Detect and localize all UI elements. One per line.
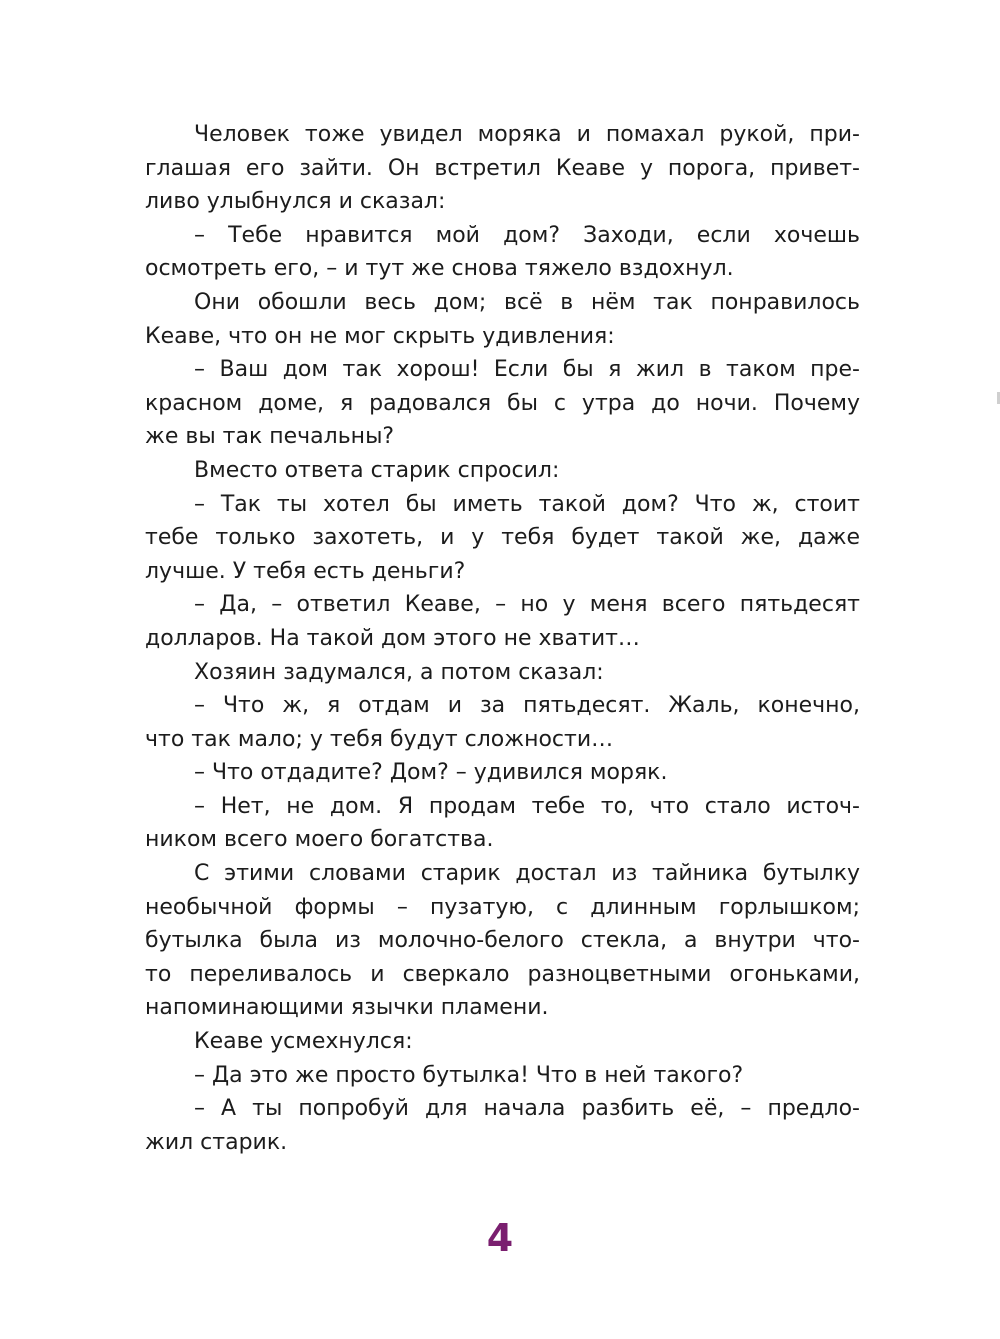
text-line: напоминающими язычки пламени.	[145, 995, 549, 1021]
text-line: – А ты попробуй для начала разбить её, – предло-	[194, 1096, 860, 1122]
text-line: Они обошли весь дом; всё в нём так понравилось	[194, 289, 860, 315]
page-number: 4	[486, 1216, 514, 1260]
text-line: что так мало; у тебя будут сложности…	[145, 726, 614, 752]
story-text	[145, 118, 860, 1159]
text-line: ником всего моего богатства.	[145, 827, 494, 853]
text-line: то переливалось и сверкало разноцветными огоньками,	[145, 961, 860, 987]
text-line: лучше. У тебя есть деньги?	[145, 558, 466, 584]
text-line: Кеаве усмехнулся:	[194, 1029, 413, 1055]
text-line: Вместо ответа старик спросил:	[194, 457, 560, 483]
text-line: – Нет, не дом. Я продам тебе то, что стало источ-	[194, 793, 860, 819]
text-line: долларов. На такой дом этого не хватит…	[145, 625, 640, 651]
text-line: – Что ж, я отдам и за пятьдесят. Жаль, конечно,	[194, 693, 860, 719]
text-line: бутылка была из молочно-белого стекла, а внутри что-	[145, 928, 860, 954]
text-line: глашая его зайти. Он встретил Кеаве у порога, привет-	[145, 155, 860, 181]
text-line: – Да, – ответил Кеаве, – но у меня всего пятьдесят	[194, 592, 860, 618]
text-line: Кеаве, что он не мог скрыть удивления:	[145, 323, 615, 349]
text-line: – Тебе нравится мой дом? Заходи, если хочешь	[194, 222, 860, 248]
text-line: С этими словами старик достал из тайника бутылку	[194, 861, 860, 887]
text-line: жил старик.	[145, 1129, 288, 1155]
text-line: – Да это же просто бутылка! Что в ней такого?	[194, 1062, 744, 1088]
text-line: же вы так печальны?	[145, 424, 395, 450]
text-line: красном доме, я радовался бы с утра до ночи. Почему	[145, 390, 860, 416]
text-line: Человек тоже увидел моряка и помахал рукой, при-	[194, 122, 860, 147]
text-line: необычной формы – пузатую, с длинным горлышком;	[145, 894, 860, 920]
text-line: ливо улыбнулся и сказал:	[145, 189, 446, 215]
text-line: Хозяин задумался, а потом сказал:	[194, 659, 604, 685]
text-line: осмотреть его, – и тут же снова тяжело вздохнул.	[145, 256, 734, 282]
text-line: – Ваш дом так хорош! Если бы я жил в таком пре-	[194, 357, 860, 383]
text-line: тебе только захотеть, и у тебя будет такой же, даже	[145, 525, 860, 551]
text-line: – Что отдадите? Дом? – удивился моряк.	[194, 760, 668, 786]
text-line: – Так ты хотел бы иметь такой дом? Что ж, стоит	[194, 491, 860, 517]
